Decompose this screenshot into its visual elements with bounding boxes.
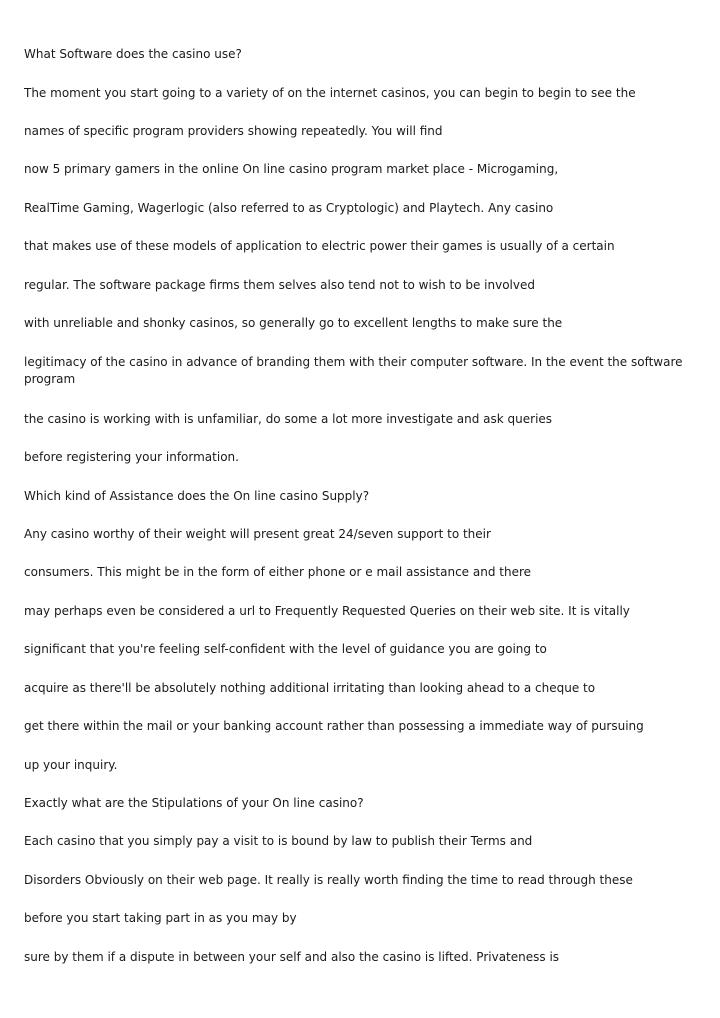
- paragraph-line: get there within the mail or your banking account rather than possessing a immediate way of pursuing: [24, 719, 644, 733]
- paragraph-line: now 5 primary gamers in the online On line casino program market place - Microgaming,: [24, 162, 559, 176]
- paragraph-line: the casino is working with is unfamiliar, do some a lot more investigate and ask queries: [24, 412, 553, 426]
- paragraph-line: with unreliable and shonky casinos, so generally go to excellent lengths to make sure the: [24, 316, 563, 330]
- paragraph-line: names of specific program providers showing repeatedly. You will find: [24, 124, 443, 138]
- paragraph-line: The moment you start going to a variety of on the internet casinos, you can begin to begin to see the: [24, 86, 636, 100]
- paragraph-line: before you start taking part in as you may by: [24, 911, 297, 925]
- paragraph-line: up your inquiry.: [24, 758, 118, 772]
- paragraph-line: that makes use of these models of application to electric power their games is usually of a certain: [24, 239, 615, 253]
- paragraph-line: before registering your information.: [24, 450, 239, 464]
- paragraph-line: consumers. This might be in the form of either phone or e mail assistance and there: [24, 565, 532, 579]
- paragraph-line: may perhaps even be considered a url to Frequently Requested Queries on their web site. It is vitally: [24, 604, 630, 618]
- paragraph-line: significant that you're feeling self-confident with the level of guidance you are going to: [24, 642, 547, 656]
- paragraph-line: Disorders Obviously on their web page. It really is really worth finding the time to read through these: [24, 873, 633, 887]
- paragraph-line: sure by them if a dispute in between your self and also the casino is lifted. Privateness is: [24, 950, 560, 964]
- paragraph-line: legitimacy of the casino in advance of branding them with their computer software. In the event the software program: [24, 355, 683, 386]
- paragraph-line: RealTime Gaming, Wagerlogic (also referred to as Cryptologic) and Playtech. Any casino: [24, 201, 554, 215]
- paragraph-line: Each casino that you simply pay a visit to is bound by law to publish their Terms and: [24, 834, 533, 848]
- paragraph-line: regular. The software package firms them selves also tend not to wish to be involved: [24, 278, 535, 292]
- paragraph-line: Any casino worthy of their weight will present great 24/seven support to their: [24, 527, 491, 541]
- paragraph-line: acquire as there'll be absolutely nothing additional irritating than looking ahead to a cheque to: [24, 681, 596, 695]
- heading-software: What Software does the casino use?: [24, 47, 242, 61]
- heading-assistance: Which kind of Assistance does the On line casino Supply?: [24, 489, 370, 503]
- heading-stipulations: Exactly what are the Stipulations of your On line casino?: [24, 796, 364, 810]
